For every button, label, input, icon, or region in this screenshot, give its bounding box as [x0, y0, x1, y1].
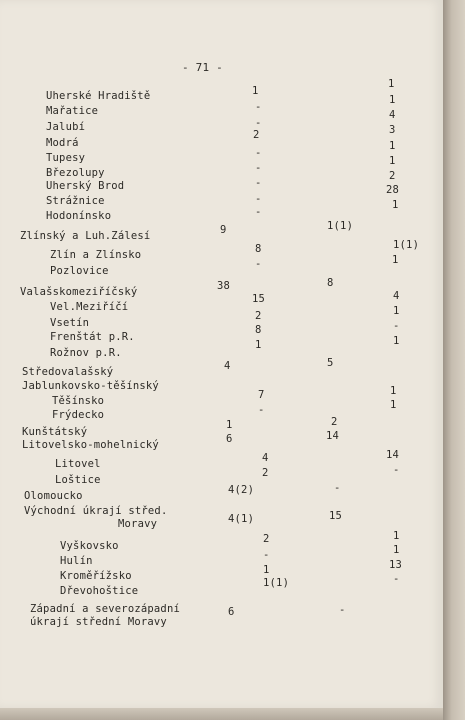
row-value-col1: -: [255, 162, 262, 174]
row-label: Vyškovsko: [60, 540, 119, 552]
row-value-col3: 14: [386, 449, 400, 461]
row-value-col3: 1: [393, 544, 400, 556]
row-label: Západní a severozápadní: [30, 603, 180, 615]
row-label: Uherské Hradiště: [46, 90, 151, 102]
row-label: Pozlovice: [50, 265, 109, 277]
row-value-col1: 1: [263, 564, 270, 576]
row-value-col1: -: [255, 147, 262, 159]
row-label: Modrá: [46, 137, 79, 149]
row-label: Březolupy: [46, 167, 105, 179]
row-label: Litovel: [55, 458, 101, 470]
row-value-col1: 4(2): [228, 484, 255, 496]
row-value-col1: 9: [220, 224, 227, 236]
row-label: Mařatice: [46, 105, 99, 117]
row-value-col2: 5: [327, 357, 334, 369]
page-bottom-edge: [0, 708, 443, 720]
row-label: Moravy: [118, 518, 158, 530]
row-value-col1: 15: [252, 293, 266, 305]
row-label: Uherský Brod: [46, 180, 125, 192]
row-value-col2: -: [339, 604, 346, 616]
row-value-col3: 4: [393, 290, 400, 302]
row-value-col1: 8: [255, 324, 262, 336]
row-value-col1: 6: [228, 606, 235, 618]
row-label: Těšínsko: [52, 395, 105, 407]
row-value-col1: -: [255, 193, 262, 205]
row-value-col1: 2: [255, 310, 262, 322]
row-label: Kunštátský: [22, 426, 88, 438]
row-value-col2: 1(1): [327, 220, 354, 232]
row-value-col1: 6: [226, 433, 233, 445]
row-label: Loštice: [55, 474, 101, 486]
row-label: Frenštát p.R.: [50, 331, 135, 343]
row-value-col1: 38: [217, 280, 231, 292]
row-value-col1: 8: [255, 243, 262, 255]
row-value-col3: 13: [389, 559, 403, 571]
page-edge: [443, 0, 465, 720]
row-label: Zlínský a Luh.Zálesí: [20, 230, 151, 242]
row-label: Vel.Meziříčí: [50, 301, 129, 313]
row-value-col1: -: [263, 549, 270, 561]
row-value-col1: 7: [258, 389, 265, 401]
row-value-col3: 1: [389, 155, 396, 167]
row-value-col3: 3: [389, 124, 396, 136]
row-value-col3: 1: [388, 78, 395, 90]
row-value-col1: -: [255, 258, 262, 270]
row-value-col3: 1: [390, 399, 397, 411]
row-value-col2: 2: [331, 416, 338, 428]
row-value-col1: 1: [255, 339, 262, 351]
row-label: Hodonínsko: [46, 210, 112, 222]
row-value-col3: 1: [393, 305, 400, 317]
row-value-col3: 28: [386, 184, 400, 196]
row-value-col3: 1: [389, 94, 396, 106]
row-value-col3: 1: [390, 385, 397, 397]
row-value-col3: -: [393, 464, 400, 476]
page-number: - 71 -: [182, 61, 223, 74]
row-value-col1: -: [255, 206, 262, 218]
row-value-col2: -: [334, 482, 341, 494]
row-value-col1: -: [255, 101, 262, 113]
row-label: Olomoucko: [24, 490, 83, 502]
row-value-col2: 15: [329, 510, 343, 522]
row-label: Jalubí: [46, 121, 86, 133]
row-label: Kroměřížsko: [60, 570, 132, 582]
row-value-col1: 1: [226, 419, 233, 431]
row-label: Hulín: [60, 555, 93, 567]
row-label: Strážnice: [46, 195, 105, 207]
row-label: Litovelsko-mohelnický: [22, 439, 159, 451]
row-value-col2: 8: [327, 277, 334, 289]
row-label: Dřevohoštice: [60, 585, 139, 597]
row-value-col3: 1(1): [393, 239, 420, 251]
row-label: Jablunkovsko-těšínský: [22, 380, 159, 392]
row-value-col3: 1: [392, 254, 399, 266]
row-label: Rožnov p.R.: [50, 347, 122, 359]
row-value-col3: 4: [389, 109, 396, 121]
row-value-col3: 1: [393, 530, 400, 542]
row-value-col3: 1: [393, 335, 400, 347]
row-value-col1: 4: [262, 452, 269, 464]
row-value-col3: 1: [392, 199, 399, 211]
row-value-col2: 14: [326, 430, 340, 442]
row-value-col1: -: [255, 117, 262, 129]
row-label: Středovalašský: [22, 366, 114, 378]
row-label: Tupesy: [46, 152, 86, 164]
row-value-col1: 2: [263, 533, 270, 545]
row-value-col3: 1: [389, 140, 396, 152]
row-value-col1: -: [258, 404, 265, 416]
row-value-col1: 2: [253, 129, 260, 141]
row-value-col1: 4(1): [228, 513, 255, 525]
row-value-col1: 4: [224, 360, 231, 372]
row-value-col3: 2: [389, 170, 396, 182]
row-label: Frýdecko: [52, 409, 105, 421]
row-label: úkrají střední Moravy: [30, 616, 167, 628]
row-value-col3: -: [393, 320, 400, 332]
row-value-col1: 2: [262, 467, 269, 479]
row-value-col1: 1: [252, 85, 259, 97]
row-value-col1: 1(1): [263, 577, 290, 589]
row-value-col3: -: [393, 573, 400, 585]
row-value-col1: -: [255, 177, 262, 189]
row-label: Východní úkrají střed.: [24, 505, 168, 517]
row-label: Valašskomeziříčský: [20, 286, 138, 298]
row-label: Vsetín: [50, 317, 90, 329]
row-label: Zlín a Zlínsko: [50, 249, 142, 261]
